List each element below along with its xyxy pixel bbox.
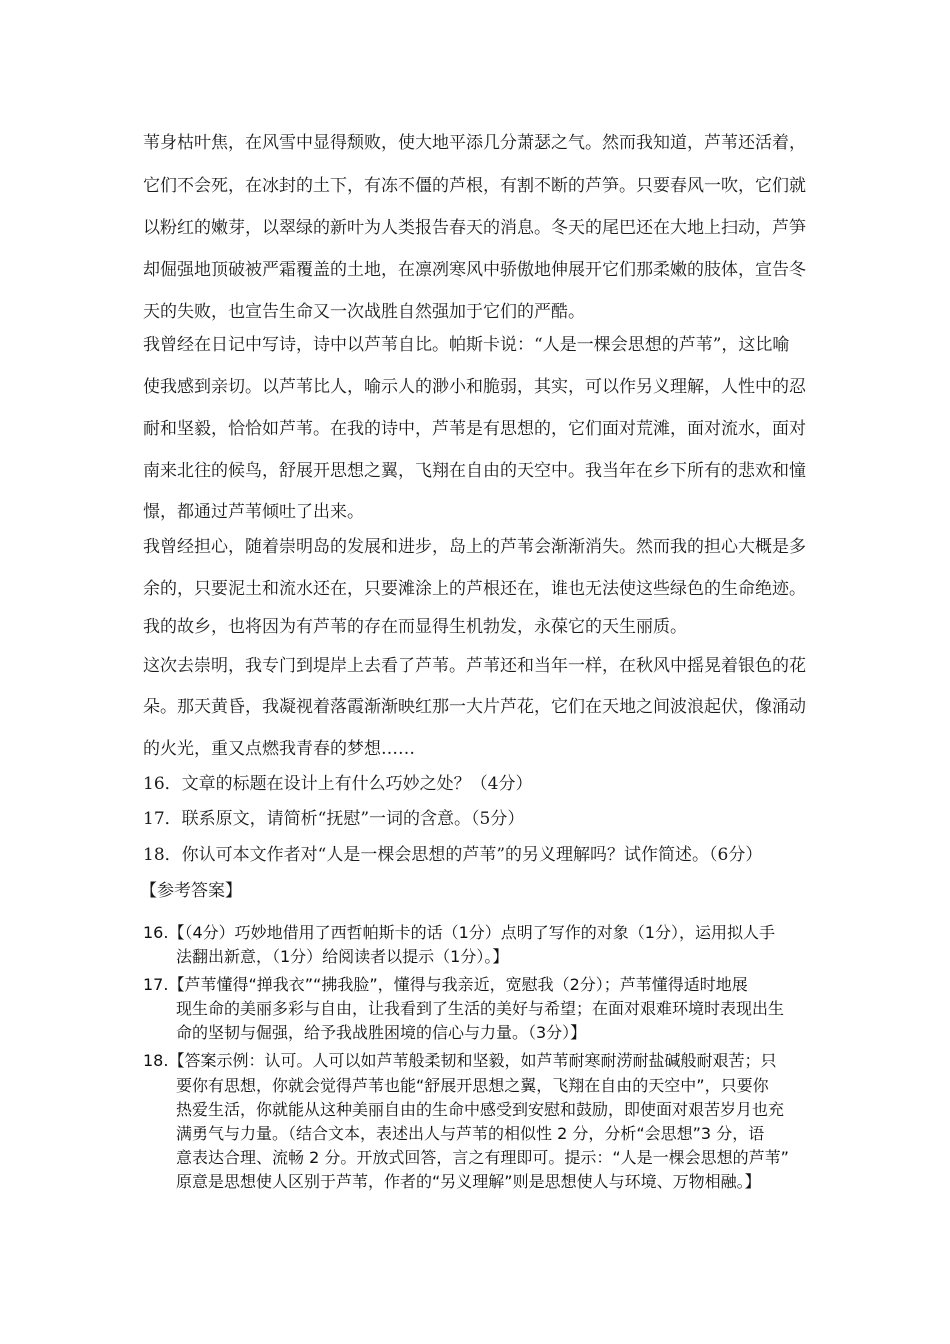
answer-18-line: 原意是思想使人区别于芦苇，作者的“另义理解”则是思想使人与环境、万物相融。】 [176,1172,761,1191]
answer-18-line: 18.【答案示例：认可。人可以如芦苇般柔韧和坚毅，如芦苇耐寒耐涝耐盐碱般耐艰苦；只 [143,1051,777,1070]
passage-line: 我曾经担心，随着崇明岛的发展和进步，岛上的芦苇会渐渐消失。然而我的担心大概是多 [143,537,806,557]
answer-17-line: 现生命的美丽多彩与自由，让我看到了生活的美好与希望；在面对艰难环境时表现出生 [176,999,785,1018]
passage-line: 却倔强地顶破被严霜覆盖的土地，在凛冽寒风中骄傲地伸展开它们那柔嫩的肢体，宣告冬 [143,260,806,280]
answer-17-line: 命的坚韧与倔强，给予我战胜困境的信心与力量。（3分）】 [176,1023,587,1042]
passage-line: 以粉红的嫩芽，以翠绿的新叶为人类报告春天的消息。冬天的尾巴还在大地上扫动，芦笋 [143,218,806,238]
passage-line: 使我感到亲切。以芦苇比人，喻示人的渺小和脆弱，其实，可以作另义理解，人性中的忍 [143,377,806,397]
answer-16-line: 16.【（4分）巧妙地借用了西哲帕斯卡的话（1分）点明了写作的对象（1分），运用拟人手 [143,923,775,942]
passage-line: 我的故乡，也将因为有芦苇的存在而显得生机勃发，永葆它的天生丽质。 [143,617,687,637]
passage-line: 天的失败，也宣告生命又一次战胜自然强加于它们的严酷。 [143,302,585,322]
passage-line: 我曾经在日记中写诗，诗中以芦苇自比。帕斯卡说：“人是一棵会思想的芦苇”，这比喻 [143,335,790,355]
answer-18-line: 满勇气与力量。（结合文本，表述出人与芦苇的相似性 2 分，分析“会思想”3 分，语 [176,1124,765,1143]
passage-line: 余的，只要泥土和流水还在，只要滩涂上的芦根还在，谁也无法使这些绿色的生命绝迹。 [143,579,806,599]
passage-line: 憬，都通过芦苇倾吐了出来。 [143,502,364,522]
passage-line: 朵。那天黄昏，我凝视着落霞渐渐映红那一大片芦花，它们在天地之间波浪起伏，像涌动 [143,697,806,717]
passage-line: 它们不会死，在冰封的土下，有冻不僵的芦根，有割不断的芦笋。只要春风一吹，它们就 [143,176,806,196]
passage-line: 南来北往的候鸟，舒展开思想之翼，飞翔在自由的天空中。我当年在乡下所有的悲欢和憧 [143,461,806,481]
passage-line: 耐和坚毅，恰恰如芦苇。在我的诗中，芦苇是有思想的，它们面对荒滩，面对流水，面对 [143,419,806,439]
answer-18-line: 要你有思想，你就会觉得芦苇也能“舒展开思想之翼，飞翔在自由的天空中”，只要你 [176,1076,769,1095]
passage-line: 的火光，重又点燃我青春的梦想…… [143,739,415,759]
answer-17-line: 17.【芦苇懂得“掸我衣”“拂我脸”，懂得与我亲近，宽慰我（2分）；芦苇懂得适时地展 [143,975,748,994]
question-16: 16．文章的标题在设计上有什么巧妙之处？（4分） [143,774,533,794]
answer-heading: 【参考答案】 [140,881,242,901]
passage-line: 苇身枯叶焦，在风雪中显得颓败，使大地平添几分萧瑟之气。然而我知道，芦苇还活着， [143,133,806,153]
question-18: 18．你认可本文作者对“人是一棵会思想的芦苇”的另义理解吗？试作简述。（6分） [143,845,763,865]
question-17: 17．联系原文，请简析“抚慰”一词的含意。（5分） [143,809,525,829]
answer-18-line: 意表达合理、流畅 2 分。开放式回答，言之有理即可。提示：“人是一棵会思想的芦苇” [176,1148,789,1167]
answer-16-line: 法翻出新意，（1分）给阅读者以提示（1分）。】 [176,947,509,966]
passage-line: 这次去崇明，我专门到堤岸上去看了芦苇。芦苇还和当年一样，在秋风中摇晃着银色的花 [143,656,806,676]
answer-18-line: 热爱生活，你就能从这种美丽自由的生命中感受到安慰和鼓励，即使面对艰苦岁月也充 [176,1100,785,1119]
